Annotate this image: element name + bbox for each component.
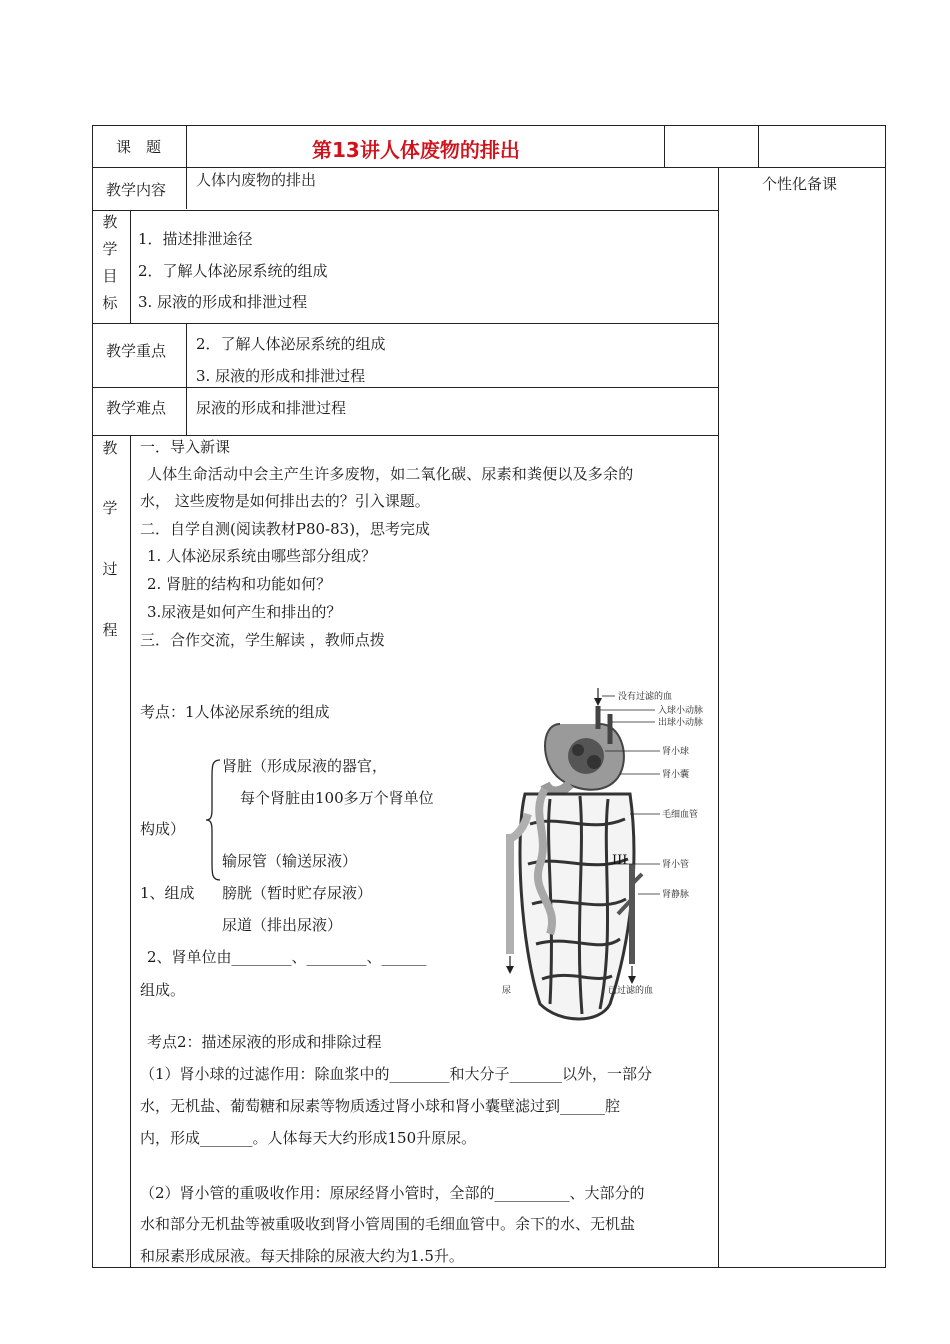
table-border-top [92, 125, 886, 126]
kp2-title: 考点2：描述尿液的形成和排除过程 [147, 1033, 382, 1051]
filter-line-2: 水，无机盐、葡萄糖和尿素等物质透过肾小球和肾小囊壁滤过到______腔 [140, 1097, 621, 1115]
diagram-label-afferent: 入球小动脉 [658, 706, 704, 716]
intro-text-1: 人体生命活动中会主产生许多废物，如二氧化碳、尿素和粪便以及多余的 [147, 465, 634, 483]
reabsorb-line-2: 水和部分无机盐等被重吸收到肾小管周围的毛细血管中。余下的水、无机盐 [140, 1215, 636, 1233]
nephron-line-2: 组成。 [140, 981, 186, 999]
kidney-units-line: 每个肾脏由100多万个肾单位 [240, 789, 434, 807]
row3-bottom [92, 323, 719, 324]
row2-bottom [92, 210, 719, 211]
difficulty-label: 教学难点 [106, 399, 167, 417]
objective-item: 3. 尿液的形成和排泄过程 [138, 293, 308, 311]
diagram-label-capillary: 毛细血管 [662, 810, 699, 820]
nephron-diagram [490, 684, 715, 1029]
label-col-divider [186, 167, 187, 209]
table-border-right [885, 125, 886, 1268]
process-label-char: 教 [102, 439, 118, 457]
content-value: 人体内废物的排出 [196, 171, 317, 189]
objectives-label-char: 标 [102, 294, 118, 312]
row5-bottom [92, 435, 719, 436]
ureter-line: 输尿管（输送尿液） [222, 852, 358, 870]
question-item: 3.尿液是如何产生和排出的？ [147, 603, 342, 621]
filter-line-1: （1）肾小球的过滤作用：除血浆中的________和大分子_______以外，一部分 [140, 1065, 653, 1083]
difficulty-text: 尿液的形成和排泄过程 [196, 399, 347, 417]
process-label-char: 学 [102, 499, 118, 517]
filter-line-3: 内，形成_______。人体每天大约形成150升原尿。 [140, 1129, 477, 1147]
key-point-item: 2．了解人体泌尿系统的组成 [196, 335, 386, 353]
label-col-divider-2 [130, 210, 131, 323]
row1-divider-c [758, 125, 759, 168]
diagram-label-filtered: 已过滤的血 [608, 986, 654, 996]
personal-col-divider [718, 167, 719, 1268]
process-label-char: 程 [102, 621, 118, 639]
key-point-item: 3. 尿液的形成和排泄过程 [196, 367, 366, 385]
question-item: 2. 肾脏的结构和功能如何？ [147, 575, 332, 593]
bladder-line: 膀胱（暂时贮存尿液） [222, 884, 373, 902]
table-border-bottom [92, 1267, 886, 1268]
diagram-label-urine: 尿 [502, 986, 512, 996]
diagram-label-tubule: 肾小管 [662, 860, 690, 870]
label-col-divider-4 [130, 435, 131, 1267]
row1-divider-b [664, 125, 665, 168]
row4-bottom [92, 387, 719, 388]
diagram-label-capsule: 肾小囊 [662, 770, 690, 780]
urethra-line: 尿道（排出尿液） [222, 916, 343, 934]
process-label-char: 过 [102, 560, 118, 578]
objective-item: 2．了解人体泌尿系统的组成 [138, 262, 328, 280]
topic-label: 课 题 [116, 138, 162, 156]
nephron-line: 2、肾单位由________、________、______ [147, 948, 427, 966]
question-item: 1. 人体泌尿系统由哪些部分组成？ [147, 547, 377, 565]
objective-item: 1．描述排泄途径 [138, 230, 253, 248]
cooperate-heading: 三．合作交流，学生解读 ，教师点拨 [140, 631, 385, 649]
objectives-label-char: 目 [102, 267, 118, 285]
intro-text-2: 水， 这些废物是如何排出去的？引入课题。 [140, 492, 430, 510]
diagram-label-glomerulus: 肾小球 [662, 747, 690, 757]
objectives-label-char: 教 [102, 213, 118, 231]
kp1-title: 考点：1人体泌尿系统的组成 [140, 703, 330, 721]
kidney-line: 肾脏（形成尿液的器官， [222, 757, 388, 775]
diagram-marker: III [612, 853, 628, 868]
row1-divider-a [186, 125, 187, 168]
diagram-label-vein: 肾静脉 [662, 890, 690, 900]
composition-line: 1、组成 [140, 884, 195, 902]
personal-label: 个性化备课 [762, 175, 838, 193]
page-title: 第13讲人体废物的排出 [312, 138, 520, 162]
key-points-label: 教学重点 [106, 342, 167, 360]
reabsorb-line-3: 和尿素形成尿液。每天排除的尿液大约为1.5升。 [140, 1247, 464, 1265]
table-border-left [92, 125, 93, 1268]
label-col-divider-3 [186, 324, 187, 435]
intro-heading: 一．导入新课 [140, 438, 231, 456]
composed-line: 构成） [140, 820, 186, 838]
diagram-label-unfiltered: 没有过滤的血 [618, 692, 673, 702]
self-study-heading: 二．自学自测(阅读教材P80-83)，思考完成 [140, 520, 431, 538]
content-label: 教学内容 [106, 181, 167, 199]
diagram-label-efferent: 出球小动脉 [658, 718, 704, 728]
brace-icon [204, 758, 222, 882]
row1-bottom [92, 167, 886, 168]
reabsorb-line-1: （2）肾小管的重吸收作用：原尿经肾小管时，全部的__________、大部分的 [140, 1184, 645, 1202]
objectives-label-char: 学 [102, 240, 118, 258]
